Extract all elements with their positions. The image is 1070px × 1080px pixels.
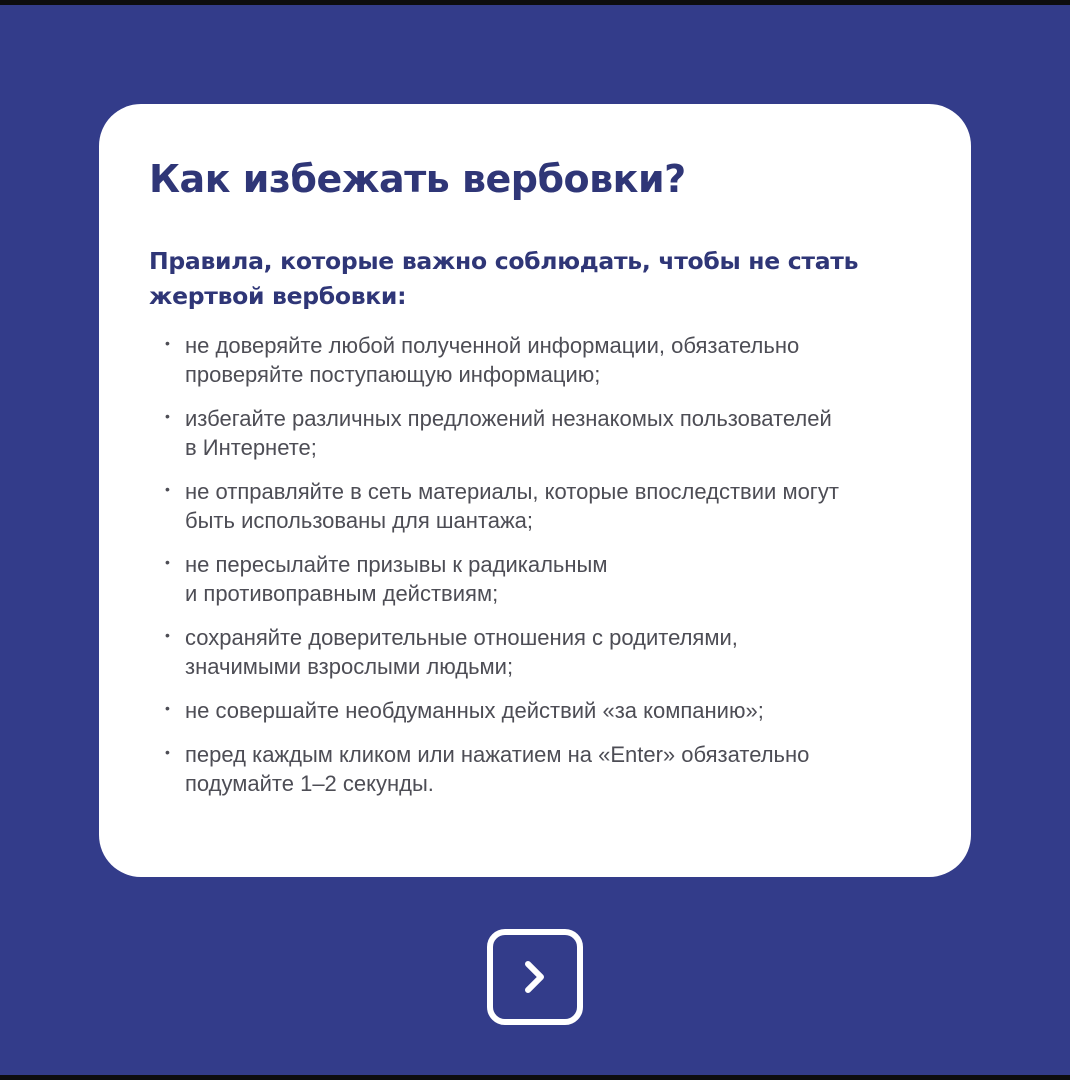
bullet-icon: • [165, 700, 170, 716]
page-title: Как избежать вербовки? [149, 157, 686, 201]
rule-line: не доверяйте любой полученной информации, обязательно [185, 333, 800, 358]
rule-line: перед каждым кликом или нажатием на «Enter» обязательно [185, 742, 810, 767]
bullet-icon: • [165, 627, 170, 643]
list-item [149, 696, 921, 725]
chevron-right-icon [516, 958, 554, 996]
rules-subtitle: Правила, которые важно соблюдать, чтобы не стать жертвой вербовки: [149, 247, 859, 310]
list-item [149, 404, 921, 462]
rule-line: не пересылайте призывы к радикальным [185, 552, 608, 577]
content-card [99, 104, 971, 877]
rule-line: не совершайте необдуманных действий «за компанию»; [185, 698, 764, 723]
rule-line: значимыми взрослыми людьми; [185, 654, 514, 679]
list-item [149, 477, 921, 535]
bullet-icon: • [165, 408, 170, 424]
list-item [149, 623, 921, 681]
rule-line: быть использованы для шантажа; [185, 508, 534, 533]
bullet-icon: • [165, 335, 170, 351]
rules-list [149, 331, 921, 798]
rule-line: избегайте различных предложений незнакомых пользователей [185, 406, 832, 431]
list-item [149, 740, 921, 798]
rule-line: и противоправным действиям; [185, 581, 499, 606]
next-slide-button[interactable] [487, 929, 583, 1025]
rule-line: подумайте 1–2 секунды. [185, 771, 434, 796]
rule-line: сохраняйте доверительные отношения с родителями, [185, 625, 738, 650]
rule-line: проверяйте поступающую информацию; [185, 362, 601, 387]
bullet-icon: • [165, 481, 170, 497]
list-item [149, 331, 921, 389]
rule-line: не отправляйте в сеть материалы, которые впоследствии могут [185, 479, 839, 504]
list-item [149, 550, 921, 608]
bullet-icon: • [165, 554, 170, 570]
bullet-icon: • [165, 744, 170, 760]
slide-background [0, 5, 1070, 1075]
rule-line: в Интернете; [185, 435, 317, 460]
